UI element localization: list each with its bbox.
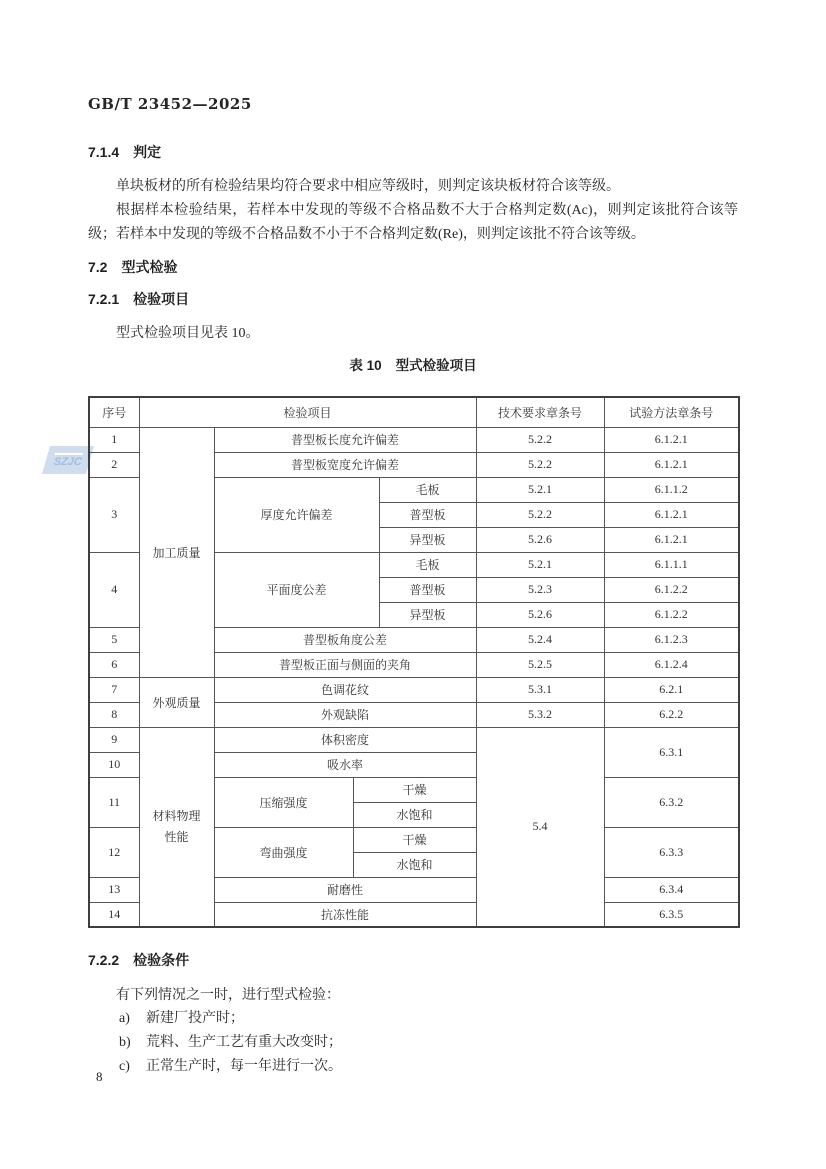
list-label: c) — [119, 1059, 130, 1074]
list-label: b) — [119, 1035, 131, 1050]
heading-title: 型式检验 — [121, 259, 178, 275]
cell-item: 普型板长度允许偏差 — [214, 427, 476, 452]
heading-title: 判定 — [133, 144, 162, 160]
paragraph-2: 根据样本检验结果，若样本中发现的等级不合格品数不大于合格判定数(Ac)，则判定该批符合该等级；若样本中发现的等级不合格品数不小于不合格判定数(Re)，则判定该批不符合该等级。 — [88, 203, 738, 242]
cell-no: 2 — [89, 452, 139, 477]
cell-no: 5 — [89, 627, 139, 652]
cell-no: 11 — [89, 777, 139, 827]
cell-no: 10 — [89, 752, 139, 777]
header-method: 试验方法章条号 — [604, 397, 739, 427]
cell-method: 6.1.2.4 — [604, 652, 739, 677]
table-caption-title: 型式检验项目 — [395, 358, 477, 373]
list-item-c — [88, 1055, 738, 1075]
cell-tech: 5.3.2 — [476, 702, 604, 727]
group-processing-quality: 加工质量 — [139, 427, 214, 677]
cell-sub: 水饱和 — [353, 852, 476, 877]
list-text: 正常生产时，每一年进行一次。 — [146, 1059, 342, 1074]
cell-method: 6.1.2.2 — [604, 577, 739, 602]
cell-no: 6 — [89, 652, 139, 677]
cell-sub: 异型板 — [379, 602, 476, 627]
cell-tech: 5.2.3 — [476, 577, 604, 602]
cell-item: 吸水率 — [214, 752, 476, 777]
cell-no: 12 — [89, 827, 139, 877]
cell-no: 3 — [89, 477, 139, 552]
paragraph-3: 型式检验项目见表 10。 — [116, 326, 260, 341]
cell-tech: 5.2.2 — [476, 452, 604, 477]
list-text: 荒料、生产工艺有重大改变时； — [146, 1035, 342, 1050]
heading-title: 检验项目 — [133, 291, 190, 307]
cell-no: 13 — [89, 877, 139, 902]
list-text: 新建厂投产时； — [146, 1011, 244, 1026]
cell-method: 6.2.2 — [604, 702, 739, 727]
cell-method: 6.1.1.2 — [604, 477, 739, 502]
cell-sub: 干燥 — [353, 827, 476, 852]
heading-number: 7.2 — [88, 259, 108, 275]
table-row — [89, 677, 739, 702]
cell-item: 色调花纹 — [214, 677, 476, 702]
cell-no: 9 — [89, 727, 139, 752]
cell-no: 7 — [89, 677, 139, 702]
cell-method: 6.3.2 — [604, 777, 739, 827]
cell-method: 6.2.1 — [604, 677, 739, 702]
cell-method: 6.3.5 — [604, 902, 739, 927]
cell-tech: 5.2.2 — [476, 502, 604, 527]
page-number: 8 — [96, 1069, 103, 1084]
cell-method: 6.1.2.3 — [604, 627, 739, 652]
group-appearance-quality: 外观质量 — [139, 677, 214, 727]
cell-sub: 干燥 — [353, 777, 476, 802]
cell-method: 6.1.1.1 — [604, 552, 739, 577]
cell-tech: 5.2.2 — [476, 427, 604, 452]
cell-method: 6.1.2.1 — [604, 452, 739, 477]
cell-method: 6.1.2.2 — [604, 602, 739, 627]
heading-number: 7.1.4 — [88, 144, 120, 160]
cell-method: 6.3.4 — [604, 877, 739, 902]
heading-7-2-2 — [88, 950, 738, 970]
cell-method: 6.3.1 — [604, 727, 739, 777]
watermark-text: SZJC — [53, 453, 83, 468]
cell-tech: 5.2.1 — [476, 477, 604, 502]
cell-item: 抗冻性能 — [214, 902, 476, 927]
heading-7-1-4 — [88, 142, 738, 162]
paragraph-1: 单块板材的所有检验结果均符合要求中相应等级时，则判定该块板材符合该等级。 — [116, 179, 620, 194]
cell-item: 压缩强度 — [214, 777, 353, 827]
cell-method: 6.1.2.1 — [604, 427, 739, 452]
table-row — [89, 727, 739, 752]
cell-no: 14 — [89, 902, 139, 927]
heading-number: 7.2.2 — [88, 952, 120, 968]
cell-item: 外观缺陷 — [214, 702, 476, 727]
heading-7-2-1 — [88, 289, 738, 309]
heading-7-2 — [88, 257, 738, 277]
type-inspection-table — [88, 396, 740, 928]
cell-method: 6.1.2.1 — [604, 502, 739, 527]
cell-item: 平面度公差 — [214, 552, 379, 627]
cell-sub: 普型板 — [379, 577, 476, 602]
heading-title: 检验条件 — [133, 952, 190, 968]
cell-tech: 5.2.4 — [476, 627, 604, 652]
cell-tech: 5.2.6 — [476, 602, 604, 627]
cell-sub: 毛板 — [379, 477, 476, 502]
table-row — [89, 427, 739, 452]
header-tech: 技术要求章条号 — [476, 397, 604, 427]
cell-tech: 5.3.1 — [476, 677, 604, 702]
cell-item: 普型板正面与侧面的夹角 — [214, 652, 476, 677]
cell-tech: 5.2.5 — [476, 652, 604, 677]
cell-method: 6.1.2.1 — [604, 527, 739, 552]
paragraph-4: 有下列情况之一时，进行型式检验： — [116, 988, 340, 1003]
list-item-a — [88, 1007, 738, 1027]
cell-sub: 异型板 — [379, 527, 476, 552]
list-label: a) — [119, 1011, 130, 1026]
table-header-row — [89, 397, 739, 427]
cell-tech: 5.2.1 — [476, 552, 604, 577]
szjc-watermark-logo — [42, 446, 94, 474]
standard-code: GB/T 23452—2025 — [88, 95, 252, 113]
cell-no: 1 — [89, 427, 139, 452]
list-item-b — [88, 1031, 738, 1051]
cell-item: 普型板角度公差 — [214, 627, 476, 652]
cell-tech-merged: 5.4 — [476, 727, 604, 927]
group-material-physical: 材料物理性能 — [139, 727, 214, 927]
cell-no: 8 — [89, 702, 139, 727]
cell-sub: 普型板 — [379, 502, 476, 527]
cell-no: 4 — [89, 552, 139, 627]
header-item: 检验项目 — [139, 397, 476, 427]
table-caption-label: 表 10 — [349, 358, 382, 373]
cell-item: 厚度允许偏差 — [214, 477, 379, 552]
cell-item: 体积密度 — [214, 727, 476, 752]
cell-method: 6.3.3 — [604, 827, 739, 877]
table-caption — [88, 354, 738, 374]
cell-sub: 水饱和 — [353, 802, 476, 827]
heading-number: 7.2.1 — [88, 291, 120, 307]
header-no: 序号 — [89, 397, 139, 427]
cell-tech: 5.2.6 — [476, 527, 604, 552]
cell-item: 弯曲强度 — [214, 827, 353, 877]
cell-item: 普型板宽度允许偏差 — [214, 452, 476, 477]
cell-sub: 毛板 — [379, 552, 476, 577]
cell-item: 耐磨性 — [214, 877, 476, 902]
